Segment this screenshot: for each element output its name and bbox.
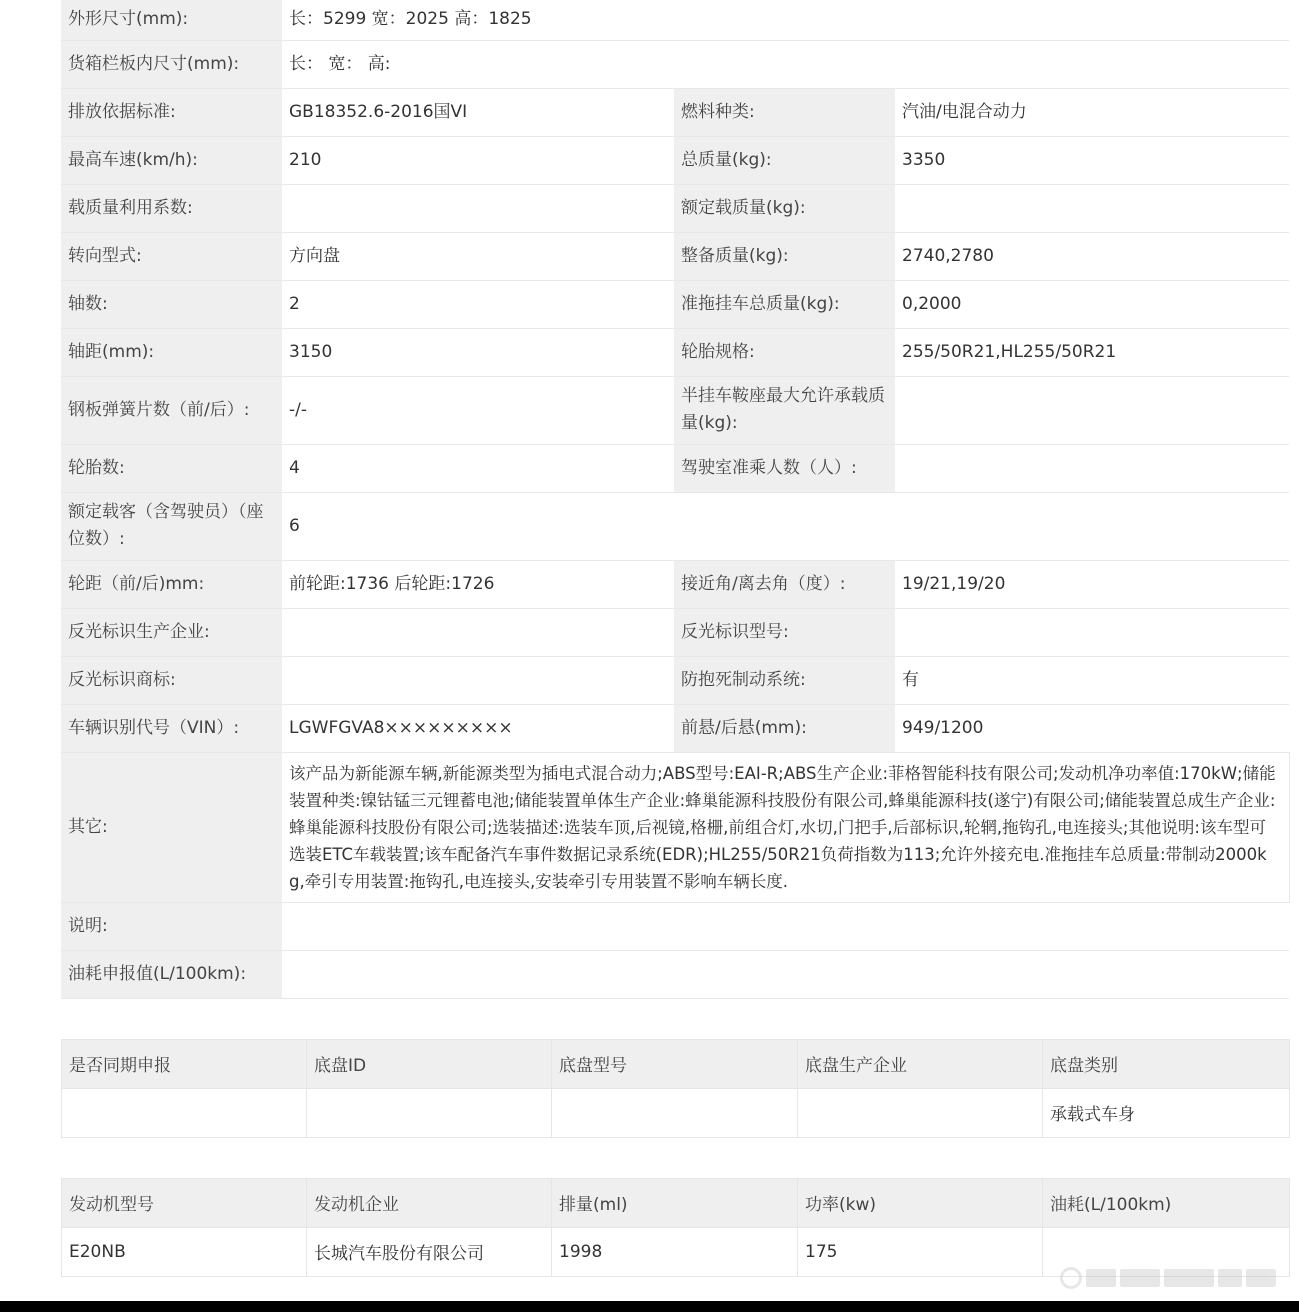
spec-label: 额定载客（含驾驶员）（座位数）: — [61, 492, 282, 560]
spec-row-dimensions — [61, 0, 1289, 40]
chassis-table — [61, 1039, 1290, 1138]
column-header: 排量(ml) — [552, 1178, 798, 1227]
column-header: 底盘ID — [307, 1039, 552, 1088]
spec-label: 最高车速(km/h): — [61, 136, 282, 184]
spec-label: 接近角/离去角（度）: — [674, 560, 895, 608]
spec-value: 255/50R21,HL255/50R21 — [895, 328, 1289, 376]
column-header: 油耗(L/100km) — [1043, 1178, 1290, 1227]
spec-label: 整备质量(kg): — [674, 232, 895, 280]
spec-label: 转向型式: — [61, 232, 282, 280]
spec-label: 油耗申报值(L/100km): — [61, 950, 282, 998]
spec-row — [61, 280, 1289, 328]
spec-value: 有 — [895, 656, 1289, 704]
column-header: 底盘生产企业 — [798, 1039, 1043, 1088]
table-cell: 175 — [798, 1227, 1043, 1276]
watermark-block — [1246, 1269, 1276, 1287]
spec-value: 4 — [282, 444, 674, 492]
spec-row-fuel-consumption — [61, 950, 1289, 998]
column-header: 发动机型号 — [62, 1178, 307, 1227]
watermark-block — [1218, 1269, 1242, 1287]
spec-value — [895, 444, 1289, 492]
watermark-block — [1164, 1269, 1214, 1287]
spec-label: 轮胎规格: — [674, 328, 895, 376]
spec-label: 轮距（前/后)mm: — [61, 560, 282, 608]
column-header: 是否同期申报 — [62, 1039, 307, 1088]
spec-row — [61, 560, 1289, 608]
spec-label: 反光标识商标: — [61, 656, 282, 704]
chassis-header-row — [62, 1039, 1290, 1088]
spec-value — [895, 608, 1289, 656]
spec-value-other-notes: 该产品为新能源车辆,新能源类型为插电式混合动力;ABS型号:EAI-R;ABS生产企业:菲格智能科技有限公司;发动机净功率值:170kW;储能装置种类:镍钴锰三元锂蓄电池;储能装置单体生产企业:蜂巢能源科技股份有限公司,蜂巢能源科技(遂宁)有限公司;储能装置总成生产企业:蜂巢能源科技股份有限公司;选装描述:选装车顶,后视镜,格栅,前组合灯,水切,门把手,后部标识,轮辋,拖钩孔,电连接头;其他说明:该车型可选装ETC车载装置;该车配备汽车事件数据记录系统(EDR);HL255/50R21负荷指数为113;允许外接充电.准拖挂车总质量:带制动2000kg,牵引专用装置:拖钩孔,电连接头,安装牵引专用装置不影响车辆长度. — [282, 752, 1289, 902]
spec-value: 949/1200 — [895, 704, 1289, 752]
table-cell — [552, 1088, 798, 1137]
spec-value: 3150 — [282, 328, 674, 376]
spec-value: 长：5299 宽：2025 高：1825 — [282, 0, 1289, 40]
spec-value: 前轮距:1736 后轮距:1726 — [282, 560, 674, 608]
bottom-black-bar — [0, 1301, 1299, 1312]
spec-value — [282, 608, 674, 656]
spec-value: 210 — [282, 136, 674, 184]
spec-row — [61, 444, 1289, 492]
spec-label: 半挂车鞍座最大允许承载质量(kg): — [674, 376, 895, 444]
spec-row — [61, 232, 1289, 280]
spec-value — [282, 656, 674, 704]
spec-label: 前悬/后悬(mm): — [674, 704, 895, 752]
table-cell — [307, 1088, 552, 1137]
spec-label: 驾驶室准乘人数（人）: — [674, 444, 895, 492]
spec-row-description — [61, 902, 1289, 950]
engine-header-row — [62, 1178, 1290, 1227]
spec-row-cargo-dimensions — [61, 40, 1289, 88]
spec-label: 防抱死制动系统: — [674, 656, 895, 704]
spec-value: 汽油/电混合动力 — [895, 88, 1289, 136]
spec-value: 0,2000 — [895, 280, 1289, 328]
spec-value: 长： 宽： 高: — [282, 40, 1289, 88]
watermark-block — [1086, 1269, 1116, 1287]
spec-label: 外形尺寸(mm): — [61, 0, 282, 40]
spec-value — [282, 902, 1289, 950]
table-cell: 承载式车身 — [1043, 1088, 1290, 1137]
spec-row — [61, 88, 1289, 136]
spec-value: 6 — [282, 492, 1289, 560]
spec-row-passenger-capacity — [61, 492, 1289, 560]
spec-row — [61, 136, 1289, 184]
spec-value: 2740,2780 — [895, 232, 1289, 280]
spec-row — [61, 184, 1289, 232]
spec-value: 2 — [282, 280, 674, 328]
column-header: 功率(kw) — [798, 1178, 1043, 1227]
column-header: 发动机企业 — [307, 1178, 552, 1227]
watermark-block — [1120, 1269, 1160, 1287]
spec-label: 钢板弹簧片数（前/后）: — [61, 376, 282, 444]
spec-row — [61, 656, 1289, 704]
spec-label: 反光标识生产企业: — [61, 608, 282, 656]
spec-row — [61, 608, 1289, 656]
spec-value: 方向盘 — [282, 232, 674, 280]
vehicle-spec-page — [61, 0, 1289, 1277]
table-cell: 1998 — [552, 1227, 798, 1276]
spec-label: 额定载质量(kg): — [674, 184, 895, 232]
column-header: 底盘型号 — [552, 1039, 798, 1088]
spec-value: -/- — [282, 376, 674, 444]
spec-value: LGWFGVA8××××××××× — [282, 704, 674, 752]
spec-row-other — [61, 752, 1289, 902]
spec-value: GB18352.6-2016国VI — [282, 88, 674, 136]
spec-value — [895, 184, 1289, 232]
spec-value — [282, 950, 1289, 998]
spec-label: 轮胎数: — [61, 444, 282, 492]
spec-value: 19/21,19/20 — [895, 560, 1289, 608]
table-cell: E20NB — [62, 1227, 307, 1276]
spec-label: 总质量(kg): — [674, 136, 895, 184]
table-cell — [62, 1088, 307, 1137]
spec-label: 车辆识别代号（VIN）: — [61, 704, 282, 752]
watermark-logo-icon — [1060, 1267, 1082, 1289]
spec-label: 其它: — [61, 752, 282, 902]
table-row — [62, 1088, 1290, 1137]
spec-label: 说明: — [61, 902, 282, 950]
spec-label: 准拖挂车总质量(kg): — [674, 280, 895, 328]
spec-value — [895, 376, 1289, 444]
watermark — [1060, 1258, 1290, 1298]
spec-value — [282, 184, 674, 232]
spec-row — [61, 704, 1289, 752]
spec-label: 轴距(mm): — [61, 328, 282, 376]
spec-row — [61, 376, 1289, 444]
table-cell: 长城汽车股份有限公司 — [307, 1227, 552, 1276]
spec-label: 燃料种类: — [674, 88, 895, 136]
spec-value: 3350 — [895, 136, 1289, 184]
spec-label: 货箱栏板内尺寸(mm): — [61, 40, 282, 88]
spec-label: 轴数: — [61, 280, 282, 328]
column-header: 底盘类别 — [1043, 1039, 1290, 1088]
spec-row — [61, 328, 1289, 376]
vehicle-spec-table — [61, 0, 1290, 999]
table-cell — [798, 1088, 1043, 1137]
spec-label: 载质量利用系数: — [61, 184, 282, 232]
spec-label: 排放依据标准: — [61, 88, 282, 136]
spec-label: 反光标识型号: — [674, 608, 895, 656]
